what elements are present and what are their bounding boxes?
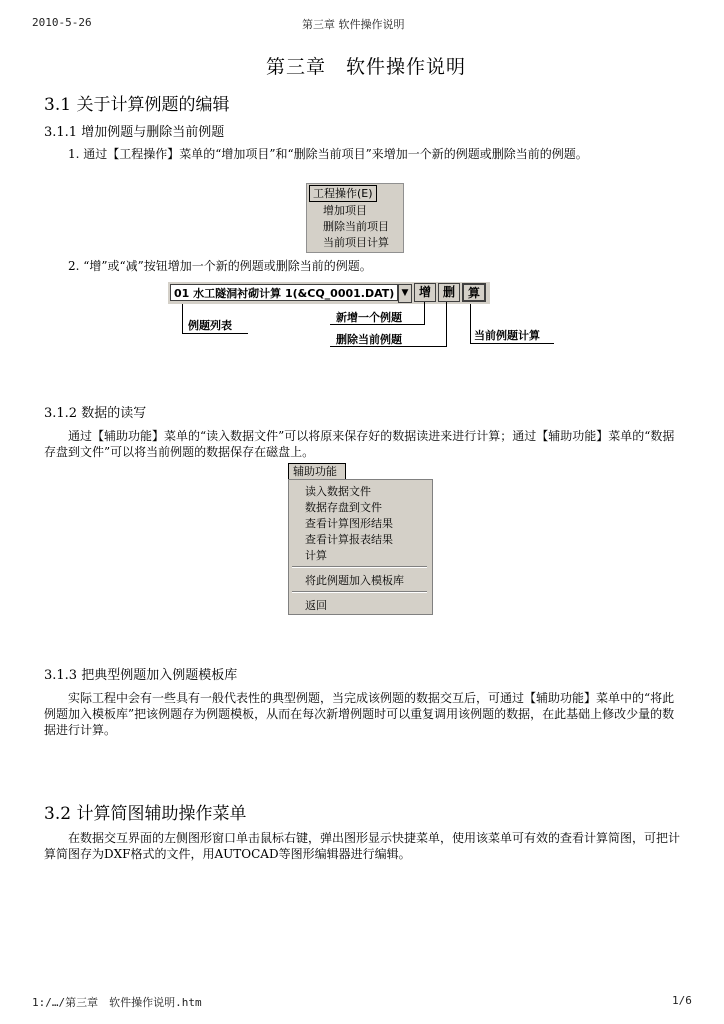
menu-item-calculate[interactable]: 计算 [305, 549, 327, 562]
section-3-1-heading: 3.1 关于计算例题的编辑 [44, 95, 230, 115]
footer-path: 1:/…/第三章 软件操作说明.htm [32, 996, 202, 1009]
section-3-1-1-heading: 3.1.1 增加例题与删除当前例题 [44, 125, 225, 140]
menu-item-add-project[interactable]: 增加项目 [323, 204, 367, 217]
section-3-2-heading: 3.2 计算简图辅助操作菜单 [44, 804, 247, 824]
menu-item-view-report[interactable]: 查看计算报表结果 [305, 533, 393, 546]
label-delete-example: 删除当前例题 [336, 333, 402, 346]
header-title: 第三章 软件操作说明 [302, 18, 405, 31]
example-list-combo[interactable]: 01 水工隧洞衬砌计算 1(&CQ_0001.DAT) [170, 284, 398, 301]
menu-separator [292, 591, 427, 593]
menu-item-calc-project[interactable]: 当前项目计算 [323, 236, 389, 249]
section-3-1-3-heading: 3.1.3 把典型例题加入例题模板库 [44, 668, 238, 683]
menu-item-return[interactable]: 返回 [305, 599, 327, 612]
menu-item-delete-project[interactable]: 删除当前项目 [323, 220, 389, 233]
menu-item-add-template[interactable]: 将此例题加入模板库 [305, 574, 404, 587]
section-3-1-2-heading: 3.1.2 数据的读写 [44, 406, 147, 421]
label-calc-example: 当前例题计算 [474, 329, 540, 342]
label-add-example: 新增一个例题 [336, 311, 402, 324]
paragraph: 1. 通过【工程操作】菜单的“增加项目”和“删除当前项目”来增加一个新的例题或删除当前的例题。 [68, 147, 588, 161]
paragraph: 在数据交互界面的左侧图形窗口单击鼠标右键，弹出图形显示快捷菜单，使用该菜单可有效的查看计算简图，可把计算简图存为DXF格式的文件，用AUTOCAD等图形编辑器进行编辑。 [44, 831, 681, 861]
menu-item-view-graph[interactable]: 查看计算图形结果 [305, 517, 393, 530]
callout-line [424, 302, 425, 324]
callout-line [182, 333, 248, 334]
label-example-list: 例题列表 [188, 319, 232, 332]
add-example-button[interactable]: 增 [414, 283, 436, 302]
auxiliary-menu-title[interactable]: 辅助功能 [288, 463, 346, 480]
delete-example-button[interactable]: 删 [438, 283, 460, 302]
paragraph: 通过【辅助功能】菜单的“读入数据文件”可以将原来保存好的数据读进来进行计算；通过【辅助功能】菜单的“数据存盘到文件”可以将当前例题的数据保存在磁盘上。 [44, 429, 675, 459]
auxiliary-menu [288, 463, 433, 615]
calc-example-button[interactable]: 算 [462, 283, 486, 302]
auxiliary-menu-dropdown [288, 479, 433, 615]
callout-line [470, 343, 554, 344]
callout-line [446, 302, 447, 347]
paragraph: 实际工程中会有一些具有一般代表性的典型例题，当完成该例题的数据交互后，可通过【辅助功能】菜单中的“将此例题加入模板库”把该例题存为例题模板，从而在每次新增例题时可以重复调用该例题的数据，在此基础上修改少量的数据进行计算。 [44, 691, 675, 737]
chevron-down-icon[interactable]: ▼ [398, 284, 412, 303]
menu-item-save-data[interactable]: 数据存盘到文件 [305, 501, 382, 514]
callout-line [470, 304, 471, 344]
header-date: 2010-5-26 [32, 16, 92, 29]
page-title: 第三章 软件操作说明 [266, 56, 467, 78]
paragraph: 2. “增”或“减”按钮增加一个新的例题或删除当前的例题。 [68, 259, 372, 273]
footer-page-number: 1/6 [672, 994, 692, 1007]
menu-item-read-data[interactable]: 读入数据文件 [305, 485, 371, 498]
engineering-menu-title[interactable]: 工程操作(E) [309, 185, 377, 202]
menu-separator [292, 566, 427, 568]
callout-line [182, 304, 183, 334]
engineering-menu [306, 183, 404, 253]
